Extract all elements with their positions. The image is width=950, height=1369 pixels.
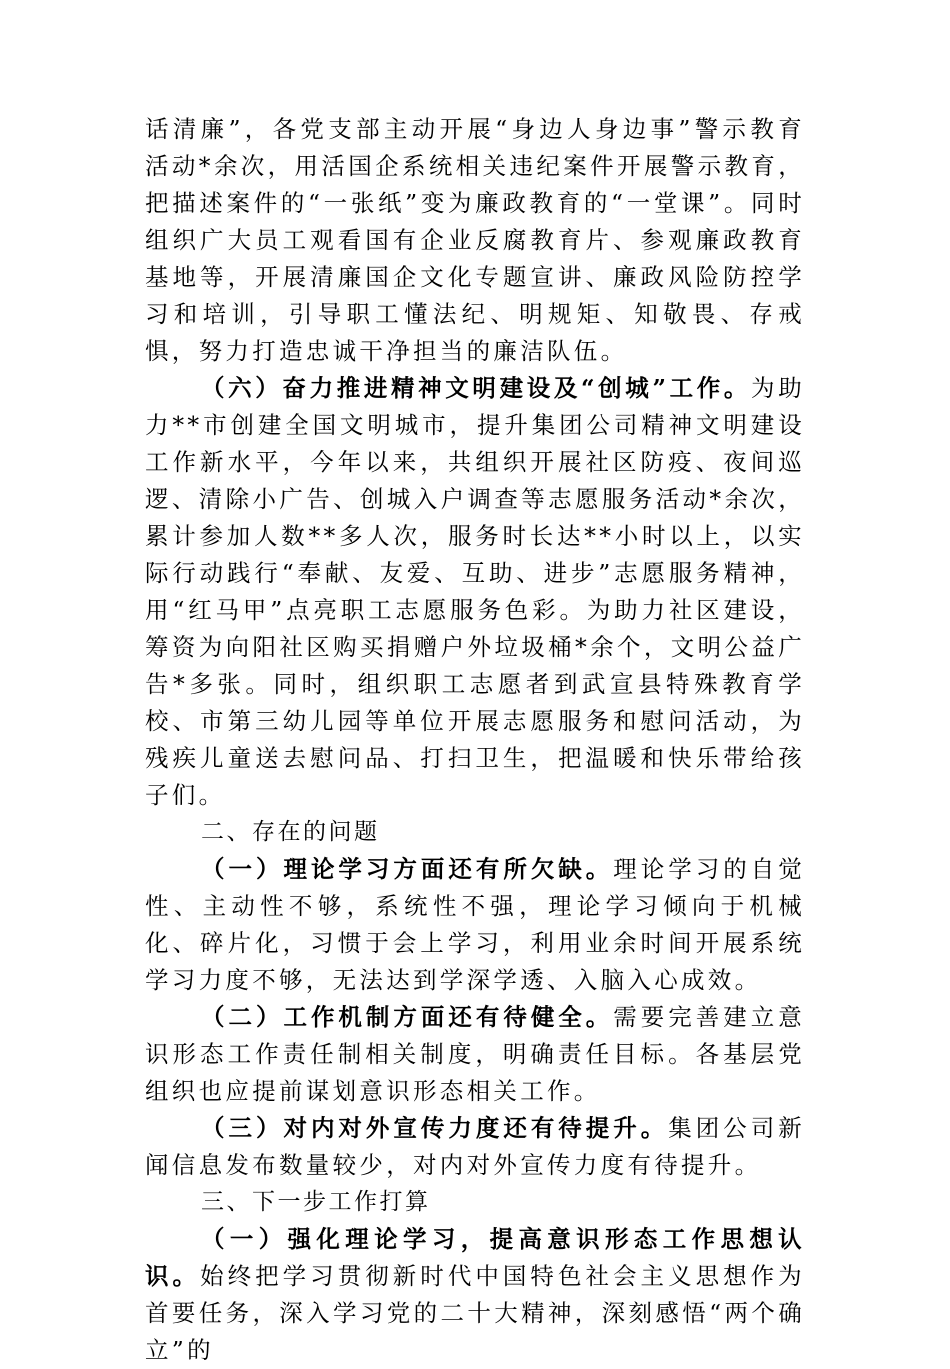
paragraph-theory-study: [145, 851, 805, 999]
paragraph-body: 集团公司新闻信息发布数量较少，对内对外宣传力度有待提升。: [145, 1114, 805, 1179]
document-page: [145, 111, 805, 1369]
paragraph-spiritual-civilization: [145, 370, 805, 814]
paragraph-lead: （二）工作机制方面还有待健全。: [201, 1003, 614, 1031]
section-heading-problems: 二、存在的问题: [201, 819, 380, 845]
paragraph-body: 理论学习的自觉性、主动性不够，系统性不强，理论学习倾向于机械化、碎片化，习惯于会上学习，利用业余时间开展系统学习力度不够，无法达到学深学透、入脑入心成效。: [145, 855, 805, 994]
paragraph-body: 为助力**市创建全国文明城市，提升集团公司精神文明建设工作新水平，今年以来，共组织开展社区防疫、夜间巡逻、清除小广告、创城入户调查等志愿服务活动*余次，累计参加人数**多人次，服务时长达**小时以上，以实际行动践行“奉献、友爱、互助、进步”志愿服务精神，用“红马甲”点亮职工志愿服务色彩。为助力社区建设，筹资为向阳社区购买捐赠户外垃圾桶*余个，文明公益广告*多张。同时，组织职工志愿者到武宣县特殊教育学校、市第三幼儿园等单位开展志愿服务和慰问活动，为残疾儿童送去慰问品、打扫卫生，把温暖和快乐带给孩子们。: [145, 374, 805, 809]
paragraph-anti-corruption-education: 话清廉”，各党支部主动开展“身边人身边事”警示教育活动*余次，用活国企系统相关违纪案件开展警示教育，把描述案件的“一张纸”变为廉政教育的“一堂课”。同时组织广大员工观看国有企业反腐教育片、参观廉政教育基地等，开展清廉国企文化专题宣讲、廉政风险防控学习和培训，引导职工懂法纪、明规矩、知敬畏、存戒惧，努力打造忠诚干净担当的廉洁队伍。: [145, 115, 805, 365]
paragraph-lead: （一）理论学习方面还有所欠缺。: [201, 855, 614, 883]
section-heading-next-steps: 三、下一步工作打算: [201, 1189, 431, 1215]
paragraph-lead: （一）强化理论学习，提高意识形态工作思想认识。: [145, 1225, 805, 1290]
paragraph-publicity: [145, 1110, 805, 1184]
paragraph-lead: （六）奋力推进精神文明建设及“创城”工作。: [201, 374, 752, 402]
paragraph-body: 需要完善建立意识形态工作责任制相关制度，明确责任目标。各基层党组织也应提前谋划意识形态相关工作。: [145, 1003, 805, 1105]
paragraph-body: 始终把学习贯彻新时代中国特色社会主义思想作为首要任务，深入学习党的二十大精神，深刻感悟“两个确立”的: [145, 1262, 805, 1364]
paragraph-work-mechanism: [145, 999, 805, 1110]
paragraph-lead: （三）对内对外宣传力度还有待提升。: [201, 1114, 669, 1142]
paragraph-strengthen-theory: [145, 1221, 805, 1369]
